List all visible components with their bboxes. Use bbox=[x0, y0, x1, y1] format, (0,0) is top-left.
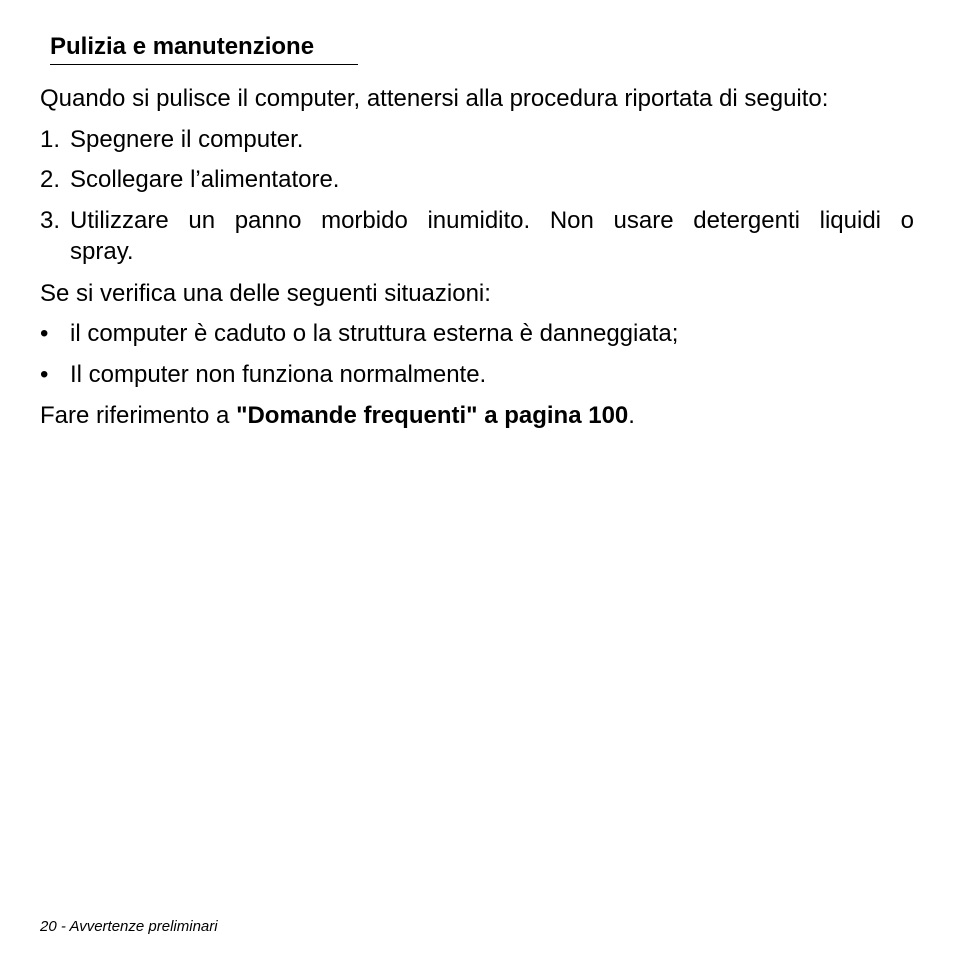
bullet-mark: • bbox=[40, 320, 49, 347]
bullet-text: Il computer non funziona normalmente. bbox=[70, 361, 487, 388]
reference-prefix: Fare riferimento a bbox=[40, 402, 237, 429]
page-footer: 20 - Avvertenze preliminari bbox=[40, 918, 218, 935]
bullet-text: il computer è caduto o la struttura esterna è danneggiata; bbox=[70, 320, 679, 347]
step-item-3 bbox=[40, 205, 914, 267]
step-text: Spegnere il computer. bbox=[70, 126, 304, 153]
intro-paragraph: Quando si pulisce il computer, attenersi alla procedura riportata di seguito: bbox=[40, 85, 829, 112]
step-text: Scollegare l’alimentatore. bbox=[70, 166, 340, 193]
bullet-item-1 bbox=[40, 318, 914, 349]
step-item-2 bbox=[40, 164, 914, 195]
reference-suffix: . bbox=[628, 402, 635, 429]
step-text bbox=[70, 205, 914, 267]
step-number: 3. bbox=[40, 207, 61, 234]
step-number: 1. bbox=[40, 126, 61, 153]
heading-underline bbox=[50, 64, 358, 65]
bullet-mark: • bbox=[40, 361, 49, 388]
bullet-item-2 bbox=[40, 359, 914, 390]
step-text-line-1: Utilizzare un panno morbido inumidito. Non usare detergenti liquidi o bbox=[70, 207, 914, 234]
step-number: 2. bbox=[40, 166, 61, 193]
reference-link[interactable]: "Domande frequenti" a pagina 100 bbox=[236, 402, 629, 429]
step-item-1 bbox=[40, 124, 914, 155]
conditions-paragraph: Se si verifica una delle seguenti situazioni: bbox=[40, 280, 491, 307]
step-text-line-2: spray. bbox=[70, 238, 134, 265]
reference-paragraph bbox=[40, 400, 914, 431]
section-heading: Pulizia e manutenzione bbox=[50, 33, 315, 60]
